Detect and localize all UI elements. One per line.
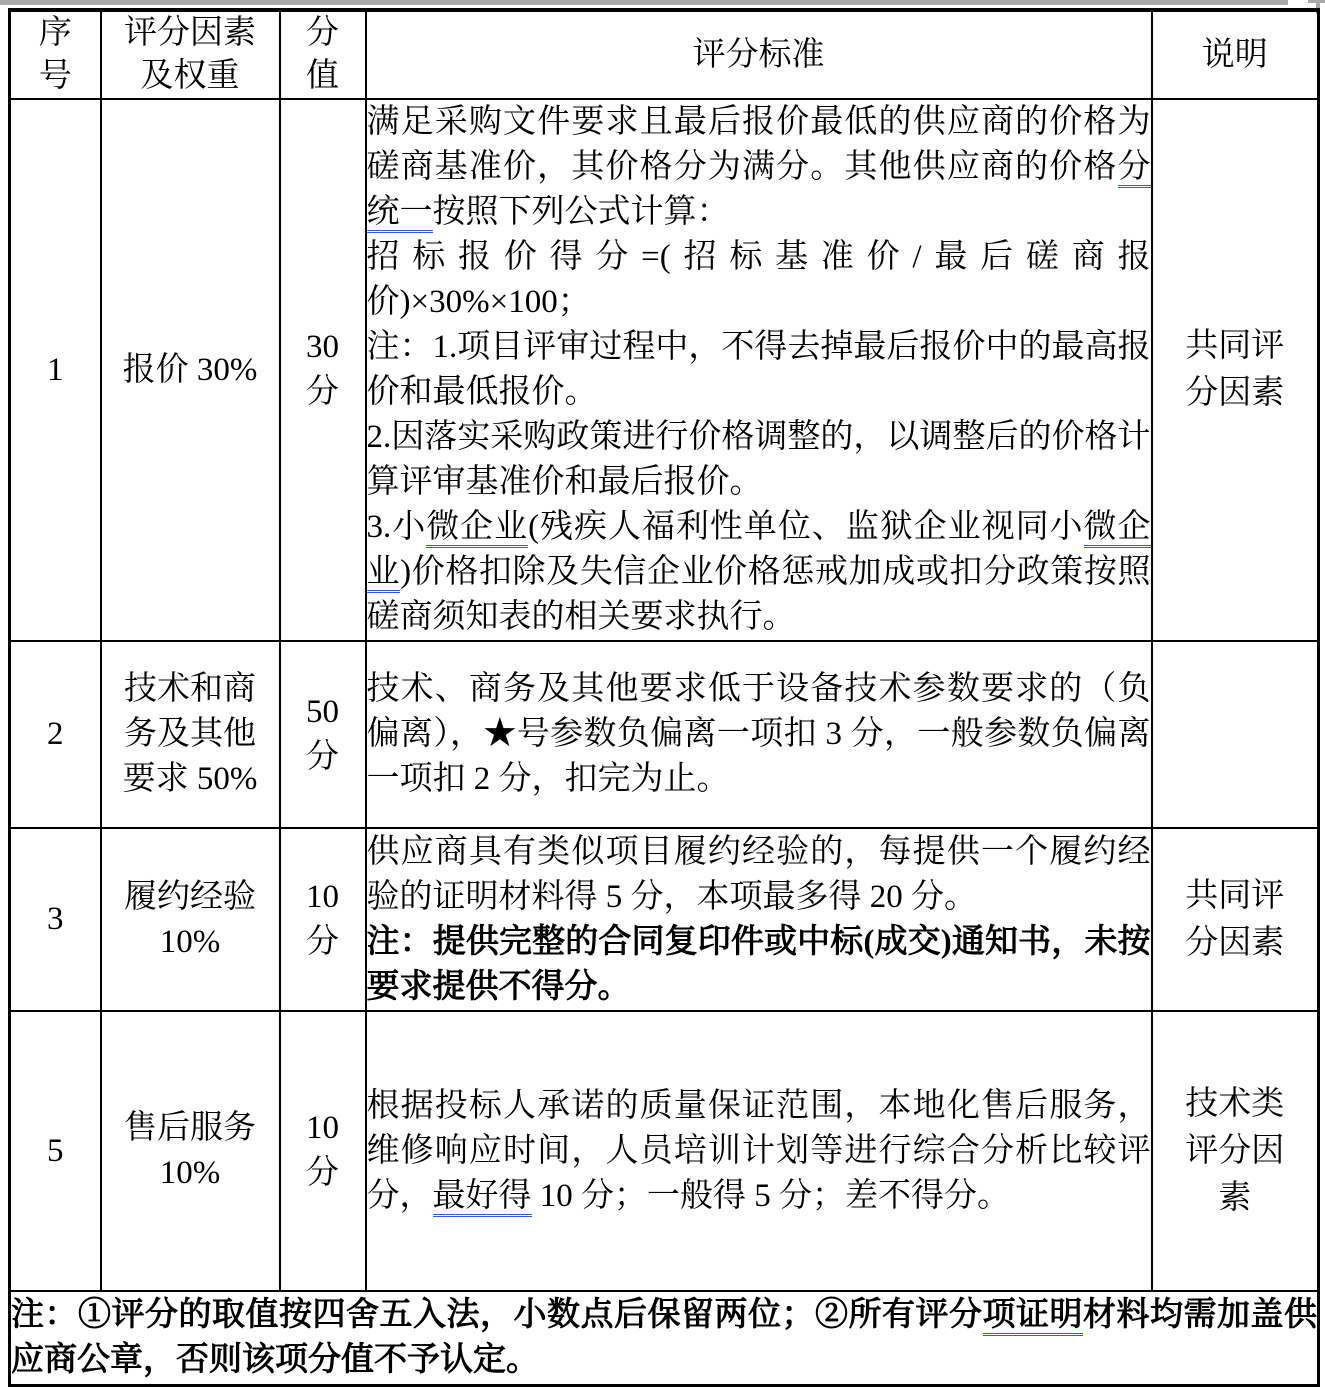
screenshot-corner-artifact [1308,0,1325,3]
row2-factor [101,641,280,828]
row3-note-value: 共同评分因素 [1185,877,1285,961]
table-row-technical [10,641,1319,828]
header-criteria-label: 评分标准 [692,36,825,73]
screenshot-edge-artifact [0,0,1288,5]
row2-factor-value: 技术和商务及其他要求 50% [122,671,258,797]
row3-criteria: 供应商具有类似项目履约经验的，每提供一个履约经验的证明材料得 5 分，本项最多得 20 分。 注：提供完整的合同复印件或中标(成交)通知书，未按要求提供不得分。 [366,828,1152,1011]
table-row-after-sales [10,1011,1319,1291]
header-row [10,10,1319,99]
row1-score [280,99,366,641]
row3-factor [101,828,280,1011]
row4-score [280,1011,366,1291]
header-factor-label: 评分因素及权重 [124,15,256,94]
row3-score [280,828,366,1011]
header-score-label: 分值 [306,15,339,94]
table-row-experience [10,828,1319,1011]
row1-note-value: 共同评分因素 [1185,328,1285,411]
row4-score-value: 10 分 [306,1110,339,1191]
row2-criteria: 技术、商务及其他要求低于设备技术参数要求的（负偏离），★号参数负偏离一项扣 3 分，一般参数负偏离一项扣 2 分，扣完为止。 [366,641,1152,828]
row3-score-value: 10 分 [306,878,339,960]
row1-no [10,99,101,641]
footer-note-row [10,1291,1319,1385]
row4-no-value: 5 [47,1132,64,1169]
row2-no [10,641,101,828]
row4-factor-value: 售后服务 10% [124,1110,256,1191]
row4-factor [101,1011,280,1291]
row1-factor-value: 报价 30% [122,351,258,388]
row3-no [10,828,101,1011]
footer-note: 注：①评分的取值按四舍五入法，小数点后保留两位；②所有评分项证明材料均需加盖供应商公章，否则该项分值不予认定。 [10,1291,1319,1385]
row1-no-value: 1 [47,351,64,388]
row3-no-value: 3 [47,901,64,937]
row3-factor-value: 履约经验 10% [124,878,256,960]
header-factor [101,10,280,99]
header-note [1152,10,1319,99]
row2-score [280,641,366,828]
row1-note [1152,99,1319,641]
row4-note [1152,1011,1319,1291]
row4-no [10,1011,101,1291]
header-note-label: 说明 [1201,36,1268,73]
row1-factor [101,99,280,641]
row4-note-value: 技术类评分因素 [1185,1085,1285,1216]
row4-criteria: 根据投标人承诺的质量保证范围，本地化售后服务，维修响应时间，人员培训计划等进行综合分析比较评分，最好得 10 分；一般得 5 分；差不得分。 [366,1011,1152,1291]
header-no-label: 序号 [38,15,72,94]
table-row-price [10,99,1319,641]
header-criteria [366,10,1152,99]
row1-criteria: 满足采购文件要求且最后报价最低的供应商的价格为磋商基准价，其价格分为满分。其他供应商的价格分统一按照下列公式计算： 招标报价得分=(招标基准价/最后磋商报价)×30%×100； 注：1.项目评审过程中，不得去掉最后报价中的最高报价和最低报价。 2.因落实采购政策进行价格调整的，以调整后的价格计算评审基准价和最后报价。 3.小微企业(残疾人福利性单位、监狱企业视同小微企业)价格扣除及失信企业价格惩戒加成或扣分政策按照磋商须知表的相关要求执行。 [366,99,1152,641]
row2-no-value: 2 [47,716,64,752]
row1-score-value: 30 分 [306,329,339,410]
row3-note [1152,828,1319,1011]
header-score [280,10,366,99]
header-no [10,10,101,99]
row2-note [1152,641,1319,828]
evaluation-criteria-table [8,8,1320,1387]
row2-score-value: 50 分 [306,693,339,775]
